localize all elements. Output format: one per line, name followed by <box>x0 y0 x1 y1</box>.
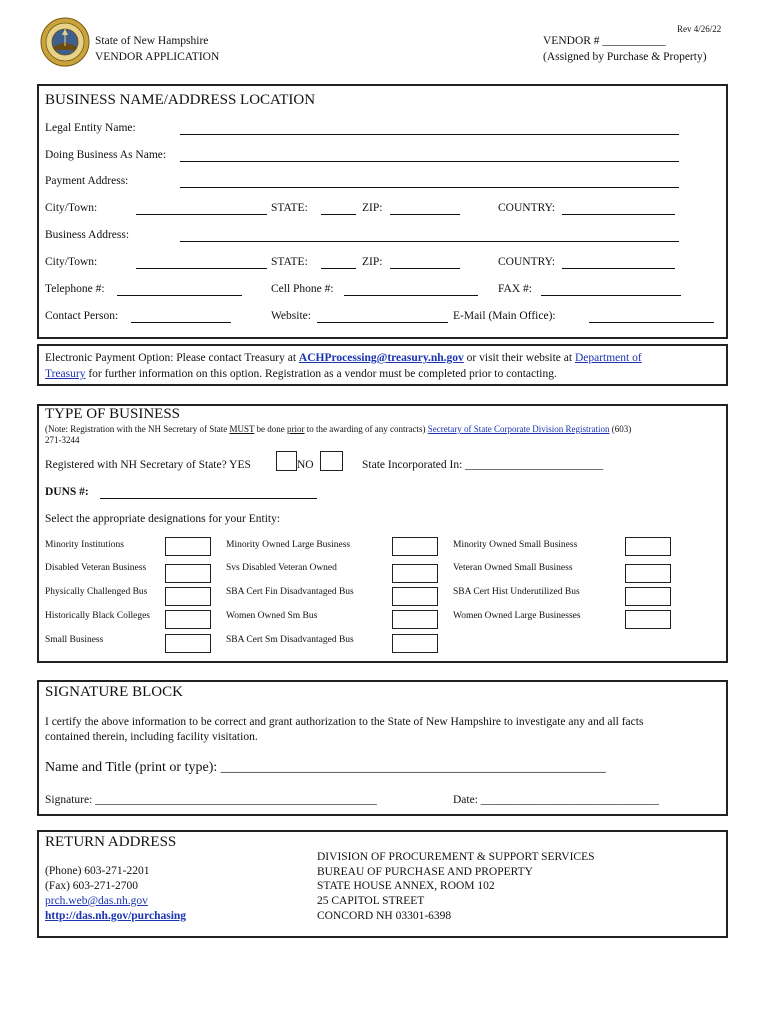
cell-phone-input[interactable] <box>344 295 478 296</box>
return-email-link[interactable]: prch.web@das.nh.gov <box>45 895 148 907</box>
designation-label: Women Owned Sm Bus <box>226 611 318 621</box>
designation-label: Minority Owned Large Business <box>226 540 351 550</box>
state-incorporated-field[interactable]: State Incorporated In: ________________________ <box>362 459 604 471</box>
note-text-b: be done <box>254 424 288 434</box>
zip-input[interactable] <box>390 214 460 215</box>
designation-checkbox[interactable] <box>625 587 671 606</box>
signature-field[interactable]: Signature: _________________________________________________ <box>45 794 377 806</box>
city-input[interactable] <box>136 214 267 215</box>
designation-checkbox[interactable] <box>165 634 211 653</box>
fax-label: FAX #: <box>498 283 532 295</box>
payment-text-1: Electronic Payment Option: Please contact Treasury at <box>45 352 299 364</box>
business-section <box>37 84 728 339</box>
designation-checkbox[interactable] <box>165 537 211 556</box>
contact-person-label: Contact Person: <box>45 310 119 322</box>
designation-checkbox[interactable] <box>625 564 671 583</box>
form-title: VENDOR APPLICATION <box>95 51 220 63</box>
address-line: DIVISION OF PROCUREMENT & SUPPORT SERVICES <box>317 851 595 863</box>
return-phone: (Phone) 603-271-2201 <box>45 865 150 877</box>
designation-checkbox[interactable] <box>392 537 438 556</box>
certification-line-1: I certify the above information to be correct and grant authorization to the State of New Hampshire to investigate any and all facts <box>45 716 644 728</box>
zip-input-2[interactable] <box>390 268 460 269</box>
revision-date: Rev 4/26/22 <box>677 24 722 34</box>
email-label: E-Mail (Main Office): <box>453 310 556 322</box>
designation-label: Veteran Owned Small Business <box>453 563 573 573</box>
designation-label: SBA Cert Hist Underutilized Bus <box>453 587 580 597</box>
designation-label: Minority Institutions <box>45 540 124 550</box>
address-line: STATE HOUSE ANNEX, ROOM 102 <box>317 880 495 892</box>
designation-label: Minority Owned Small Business <box>453 540 578 550</box>
vendor-number-field[interactable]: VENDOR # ___________ <box>543 35 666 47</box>
designation-label: Historically Black Colleges <box>45 611 151 621</box>
address-line: CONCORD NH 03301-6398 <box>317 910 452 922</box>
no-label: NO <box>297 459 314 471</box>
dba-label: Doing Business As Name: <box>45 149 167 161</box>
zip-label: ZIP: <box>362 202 383 214</box>
date-field[interactable]: Date: _______________________________ <box>453 794 660 806</box>
designation-label: Svs Disabled Veteran Owned <box>226 563 337 573</box>
payment-text-2: or visit their website at <box>463 352 575 364</box>
zip-label-2: ZIP: <box>362 256 383 268</box>
designation-checkbox[interactable] <box>625 610 671 629</box>
duns-input[interactable] <box>100 498 317 499</box>
website-label: Website: <box>271 310 311 322</box>
designation-checkbox[interactable] <box>165 564 211 583</box>
designation-label: SBA Cert Fin Disadvantaged Bus <box>226 587 354 597</box>
country-input[interactable] <box>562 214 675 215</box>
payment-address-label: Payment Address: <box>45 175 129 187</box>
designation-label: Physically Challenged Bus <box>45 587 148 597</box>
state-name: State of New Hampshire <box>95 35 209 47</box>
state-label: STATE: <box>271 202 308 214</box>
website-input[interactable] <box>317 322 448 323</box>
address-line: BUREAU OF PURCHASE AND PROPERTY <box>317 866 533 878</box>
state-input-2[interactable] <box>321 268 356 269</box>
designation-label: Women Owned Large Businesses <box>453 611 581 621</box>
fax-input[interactable] <box>541 295 681 296</box>
registered-question: Registered with NH Secretary of State? YES <box>45 459 251 471</box>
cell-phone-label: Cell Phone #: <box>271 283 334 295</box>
type-section-title: TYPE OF BUSINESS <box>45 406 181 422</box>
note-text-a: (Note: Registration with the NH Secretary of State <box>45 424 230 434</box>
dba-input[interactable] <box>180 161 679 162</box>
city-label: City/Town: <box>45 202 98 214</box>
telephone-input[interactable] <box>117 295 242 296</box>
business-section-title: BUSINESS NAME/ADDRESS LOCATION <box>45 92 316 108</box>
purchasing-website-link[interactable]: http://das.nh.gov/purchasing <box>45 910 187 922</box>
country-label-2: COUNTRY: <box>498 256 556 268</box>
note-text-c: to the awarding of any contracts) <box>304 424 428 434</box>
ach-email-link[interactable]: ACHProcessing@treasury.nh.gov <box>298 352 464 364</box>
state-seal-icon <box>40 17 90 67</box>
note-phone-b: 271-3244 <box>45 435 80 445</box>
note-phone-a: (603) <box>609 424 632 434</box>
address-line: 25 CAPITOL STREET <box>317 895 425 907</box>
designation-checkbox[interactable] <box>392 634 438 653</box>
treasury-link-2[interactable]: Treasury <box>45 368 86 380</box>
country-label: COUNTRY: <box>498 202 556 214</box>
designation-checkbox[interactable] <box>625 537 671 556</box>
designation-checkbox[interactable] <box>392 587 438 606</box>
business-address-label: Business Address: <box>45 229 130 241</box>
legal-entity-input[interactable] <box>180 134 679 135</box>
treasury-link-1[interactable]: Department of <box>574 352 642 364</box>
certification-line-2: contained therein, including facility visitation. <box>45 731 258 743</box>
designation-label: SBA Cert Sm Disadvantaged Bus <box>226 635 354 645</box>
state-input[interactable] <box>321 214 356 215</box>
payment-address-input[interactable] <box>180 187 679 188</box>
sos-registration-link[interactable]: Secretary of State Corporate Division Registration <box>427 424 610 434</box>
contact-person-input[interactable] <box>131 322 231 323</box>
return-fax: (Fax) 603-271-2700 <box>45 880 138 892</box>
designation-label: Small Business <box>45 635 104 645</box>
country-input-2[interactable] <box>562 268 675 269</box>
note-must: MUST <box>229 424 255 434</box>
no-checkbox[interactable] <box>320 451 343 471</box>
designation-checkbox[interactable] <box>165 610 211 629</box>
payment-text-3: for further information on this option. Registration as a vendor must be completed prior to contacting. <box>85 368 557 380</box>
vendor-number-note: (Assigned by Purchase & Property) <box>543 51 707 63</box>
designation-checkbox[interactable] <box>165 587 211 606</box>
city-label-2: City/Town: <box>45 256 98 268</box>
designation-label: Disabled Veteran Business <box>45 563 147 573</box>
duns-label: DUNS #: <box>45 486 89 498</box>
business-address-input[interactable] <box>180 241 679 242</box>
legal-entity-label: Legal Entity Name: <box>45 122 136 134</box>
registration-note <box>45 424 720 446</box>
yes-checkbox[interactable] <box>276 451 297 471</box>
signature-section-title: SIGNATURE BLOCK <box>45 684 183 700</box>
email-input[interactable] <box>589 322 714 323</box>
name-title-field[interactable]: Name and Title (print or type): _______________________________________________________ <box>45 760 606 775</box>
city-input-2[interactable] <box>136 268 267 269</box>
state-label-2: STATE: <box>271 256 308 268</box>
telephone-label: Telephone #: <box>45 283 105 295</box>
designation-checkbox[interactable] <box>392 564 438 583</box>
note-prior: prior <box>287 424 305 434</box>
designation-checkbox[interactable] <box>392 610 438 629</box>
payment-text <box>45 350 720 382</box>
designations-instruction: Select the appropriate designations for your Entity: <box>45 513 281 525</box>
return-section-title: RETURN ADDRESS <box>45 834 177 850</box>
